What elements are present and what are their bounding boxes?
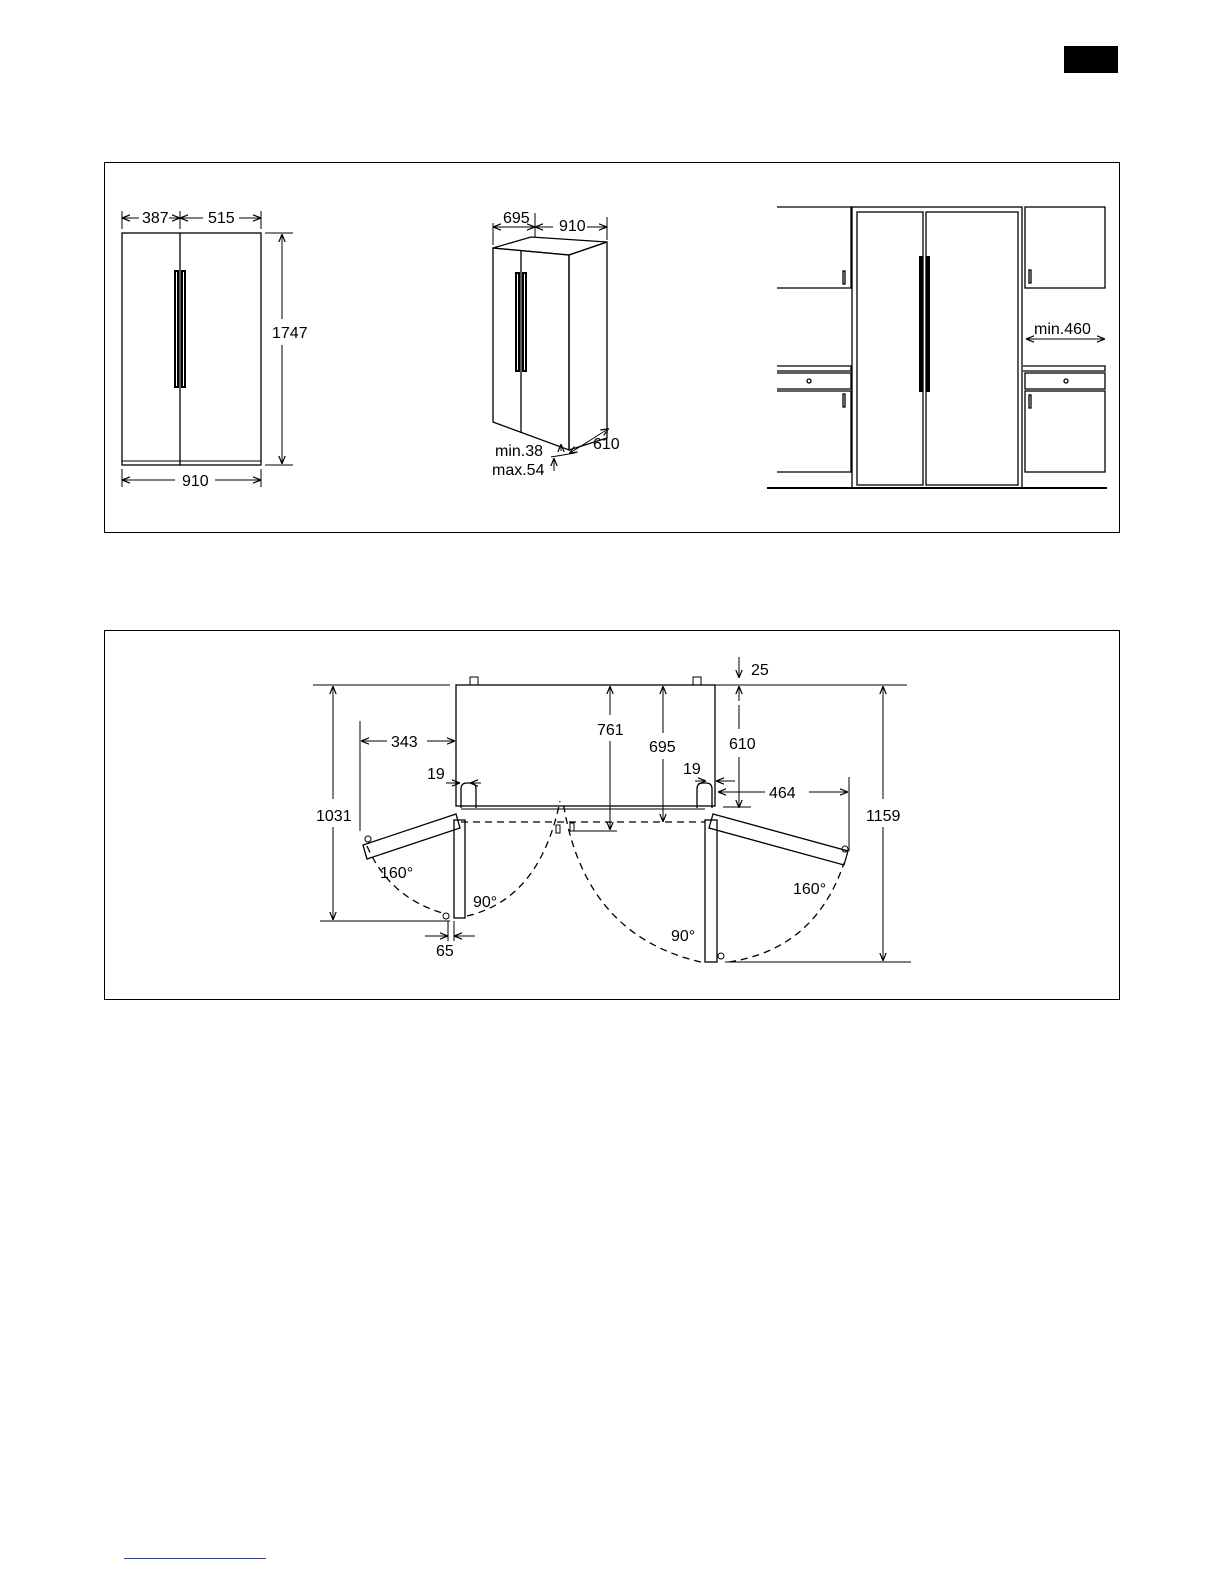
dim-gap-max: max.54	[492, 462, 545, 479]
niche-left-door	[857, 212, 923, 485]
dim-height: 1747	[272, 325, 308, 342]
dim-depth-side: 610	[729, 736, 756, 753]
fridge-body-plan	[456, 685, 715, 806]
fridge-front-face	[493, 248, 569, 450]
dim-clearance: min.460	[1034, 321, 1091, 338]
dim-hinge-right: 19	[683, 761, 701, 778]
left-countertop	[777, 366, 851, 371]
right-drawer	[1025, 373, 1105, 389]
dim-depth-body: 695	[649, 739, 676, 756]
dim-right-door-width: 515	[208, 210, 235, 227]
fridge-top-face	[493, 237, 607, 255]
dim-hinge-left: 19	[427, 766, 445, 783]
dim-total-width: 910	[182, 473, 209, 490]
dim-left-extent: 1031	[316, 808, 352, 825]
page-marker-tab	[1064, 46, 1118, 73]
dim-depth-top: 695	[503, 210, 530, 227]
niche-view	[767, 207, 1107, 488]
left-upper-cabinet	[777, 207, 851, 288]
right-door-160	[709, 814, 848, 865]
right-door-90	[705, 820, 717, 962]
installation-views-panel	[104, 162, 1120, 533]
right-upper-cabinet	[1025, 207, 1105, 288]
front-view	[122, 210, 308, 490]
right-arc-160	[729, 863, 844, 962]
dim-left-door-width: 387	[142, 210, 169, 227]
dim-right-swing: 464	[769, 785, 796, 802]
left-handle	[175, 271, 178, 387]
angle-right-90: 90°	[671, 928, 696, 945]
dim-depth-total: 761	[597, 722, 624, 739]
perspective-view	[492, 210, 620, 479]
dim-right-extent: 1159	[866, 808, 901, 825]
right-countertop	[1023, 366, 1105, 371]
angle-left-90: 90°	[473, 894, 498, 911]
dim-gap-min: min.38	[495, 443, 544, 460]
dim-width-top: 910	[559, 218, 586, 235]
left-drawer	[777, 373, 851, 389]
right-hinge	[697, 783, 712, 808]
door-opening-plan-panel	[104, 630, 1120, 1000]
left-hinge	[461, 783, 476, 808]
dim-wall-offset: 25	[751, 662, 769, 679]
niche-frame	[852, 207, 1022, 488]
niche-right-door	[926, 212, 1018, 485]
installation-views-drawing	[105, 163, 1119, 532]
dim-left-swing: 343	[391, 734, 418, 751]
right-handle	[182, 271, 185, 387]
left-door-90	[454, 820, 465, 918]
left-base-cabinet	[777, 391, 851, 472]
angle-right-160: 160°	[793, 881, 827, 898]
dim-side-depth: 610	[593, 436, 620, 453]
right-handle-3d	[523, 273, 526, 371]
dim-door-thickness: 65	[436, 943, 454, 960]
fridge-side-face	[569, 242, 607, 450]
left-handle-3d	[516, 273, 519, 371]
angle-left-160: 160°	[380, 865, 414, 882]
footer-link-underline	[124, 1558, 266, 1559]
door-opening-plan-drawing	[105, 631, 1119, 1000]
left-door-160	[363, 814, 460, 859]
fridge-body-front	[122, 233, 261, 465]
right-base-cabinet	[1025, 391, 1105, 472]
